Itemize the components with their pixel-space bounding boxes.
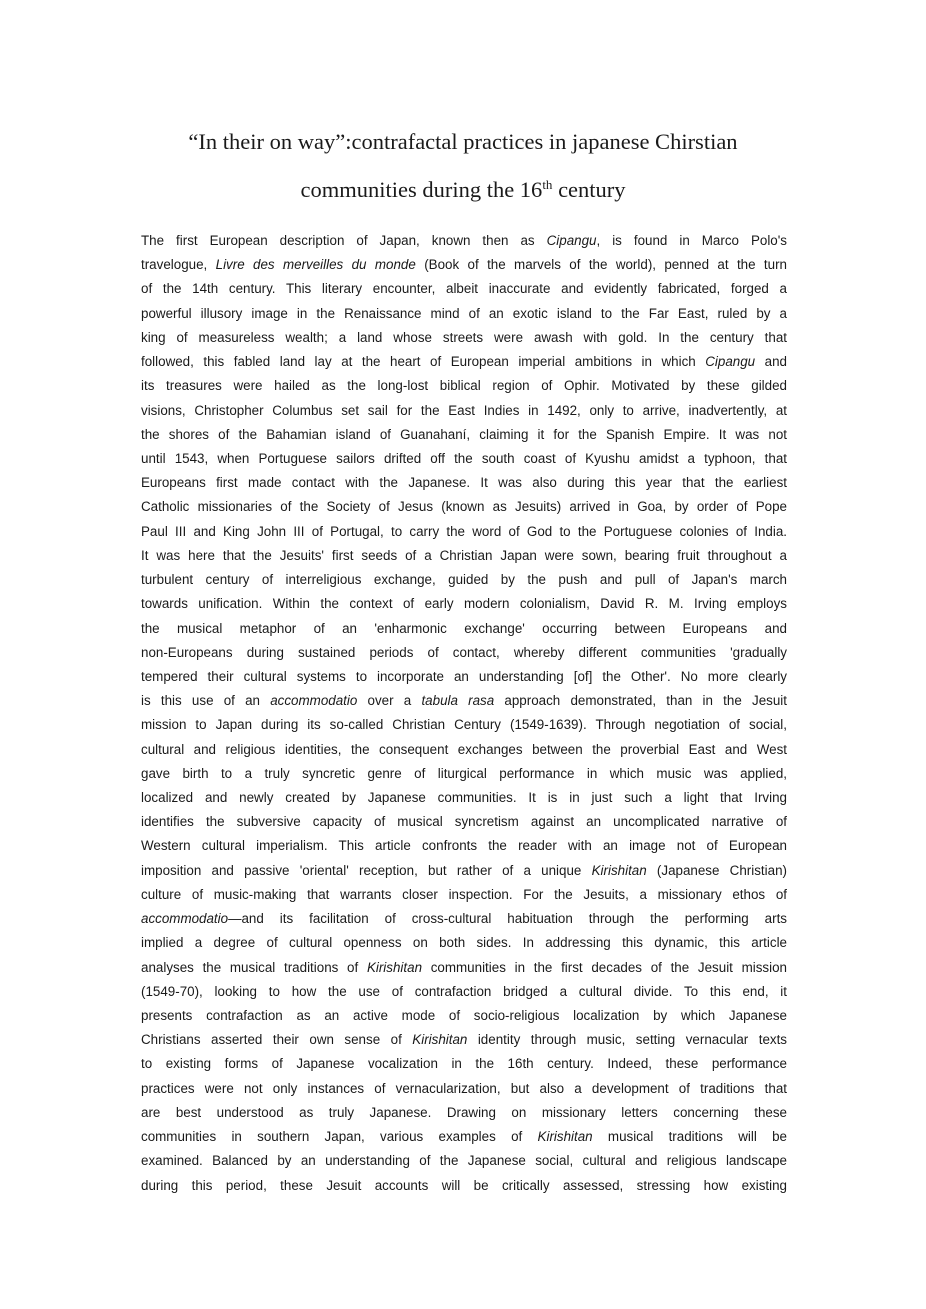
body-text-run: over a bbox=[357, 693, 422, 709]
body-text-run: powerful illusory image in the Renaissance mind of an exotic island to the Far East, ruled by a bbox=[141, 305, 787, 321]
body-line bbox=[141, 302, 787, 326]
body-text-run: musical traditions will be bbox=[592, 1129, 787, 1145]
italic-term: Kirishitan bbox=[591, 862, 647, 878]
body-text-run: followed, this fabled land lay at the heart of European imperial ambitions in which bbox=[141, 354, 706, 370]
body-line bbox=[141, 592, 787, 616]
body-text-run: (Japanese Christian) bbox=[646, 862, 787, 878]
italic-term: Livre des merveilles du monde bbox=[215, 257, 416, 273]
italic-term: tabula rasa bbox=[421, 693, 495, 709]
body-text-run: identity through music, setting vernacular texts bbox=[467, 1032, 787, 1048]
body-text-run: the musical metaphor of an 'enharmonic exchange' occurring between Europeans and bbox=[141, 620, 787, 636]
body-line bbox=[141, 495, 787, 519]
body-paragraph bbox=[141, 229, 787, 1198]
body-text-run: Europeans first made contact with the Japanese. It was also during this year that the earliest bbox=[141, 475, 787, 491]
body-line bbox=[141, 689, 787, 713]
body-text-run: mission to Japan during its so-called Christian Century (1549-1639). Through negotiation of social, bbox=[141, 717, 787, 733]
body-line bbox=[141, 1077, 787, 1101]
body-text-run: its treasures were hailed as the long-lost biblical region of Ophir. Motivated by these gilded bbox=[141, 378, 787, 394]
body-line bbox=[141, 447, 787, 471]
body-text-run: during this period, these Jesuit accounts will be critically assessed, stressing how existing bbox=[141, 1177, 787, 1193]
body-text-run: Western cultural imperialism. This article confronts the reader with an image not of European bbox=[141, 838, 787, 854]
body-line bbox=[141, 229, 787, 253]
body-text-run: travelogue, bbox=[141, 257, 216, 273]
body-line bbox=[141, 956, 787, 980]
document-title bbox=[100, 118, 826, 214]
body-text-run: imposition and passive 'oriental' reception, but rather of a unique bbox=[141, 862, 592, 878]
italic-term: accommodatio bbox=[270, 693, 358, 709]
body-text-run: and bbox=[755, 354, 787, 370]
body-text-run: —and its facilitation of cross-cultural habituation through the performing arts bbox=[228, 911, 787, 927]
body-line bbox=[141, 762, 787, 786]
body-line bbox=[141, 834, 787, 858]
body-text-run: practices were not only instances of vernacularization, but also a development of traditions that bbox=[141, 1080, 787, 1096]
body-text-run: non-Europeans during sustained periods of contact, whereby different communities 'gradually bbox=[141, 644, 787, 660]
body-line bbox=[141, 1174, 787, 1198]
body-text-run: analyses the musical traditions of bbox=[141, 959, 367, 975]
body-text-run: tempered their cultural systems to incorporate an understanding [of] the Other'. No more clearly bbox=[141, 668, 787, 684]
body-text-run: gave birth to a truly syncretic genre of liturgical performance in which music was applied, bbox=[141, 765, 787, 781]
body-text-run: turbulent century of interreligious exchange, guided by the push and pull of Japan's march bbox=[141, 572, 787, 588]
body-line bbox=[141, 641, 787, 665]
body-text-run: localized and newly created by Japanese communities. It is in just such a light that Irving bbox=[141, 790, 787, 806]
body-line bbox=[141, 931, 787, 955]
body-line bbox=[141, 423, 787, 447]
italic-term: Cipangu bbox=[705, 354, 756, 370]
body-text-run: visions, Christopher Columbus set sail for the East Indies in 1492, only to arrive, inadvertently, at bbox=[141, 402, 787, 418]
body-text-run: until 1543, when Portuguese sailors drifted off the south coast of Kyushu amidst a typhoon, that bbox=[141, 450, 787, 466]
body-line bbox=[141, 326, 787, 350]
body-text-run: communities in southern Japan, various examples of bbox=[141, 1129, 538, 1145]
title-line-2-main: communities during the 16 bbox=[300, 177, 543, 202]
italic-term: Kirishitan bbox=[537, 1129, 593, 1145]
body-text-run: are best understood as truly Japanese. Drawing on missionary letters concerning these bbox=[141, 1104, 787, 1120]
body-line bbox=[141, 1101, 787, 1125]
body-line bbox=[141, 713, 787, 737]
italic-term: Kirishitan bbox=[366, 959, 423, 975]
body-text-run: implied a degree of cultural openness on both sides. In addressing this dynamic, this article bbox=[141, 935, 787, 951]
body-text-run: Paul III and King John III of Portugal, to carry the word of God to the Portuguese colonies of India. bbox=[141, 523, 787, 539]
title-line-1: “In their on way”:contrafactal practices in japanese Chirstian bbox=[188, 129, 738, 154]
body-line bbox=[141, 350, 787, 374]
body-line bbox=[141, 810, 787, 834]
body-text-run: the shores of the Bahamian island of Guanahaní, claiming it for the Spanish Empire. It was not bbox=[141, 426, 787, 442]
body-line bbox=[141, 1125, 787, 1149]
body-line bbox=[141, 1028, 787, 1052]
body-text-run: Catholic missionaries of the Society of Jesus (known as Jesuits) arrived in Goa, by order of Pope bbox=[141, 499, 787, 515]
body-text-run: of the 14th century. This literary encounter, albeit inaccurate and evidently fabricated, forged a bbox=[141, 281, 787, 297]
body-text-run: , is found in Marco Polo's bbox=[596, 233, 787, 248]
body-line bbox=[141, 1052, 787, 1076]
body-text-run: (1549-70), looking to how the use of contrafaction bridged a cultural divide. To this end, it bbox=[141, 983, 787, 999]
body-line bbox=[141, 883, 787, 907]
body-text-run: presents contrafaction as an active mode of socio-religious localization by which Japanese bbox=[141, 1008, 787, 1023]
title-superscript: th bbox=[542, 177, 553, 192]
body-text-run: identifies the subversive capacity of musical syncretism against an uncomplicated narrative of bbox=[141, 814, 787, 830]
body-line bbox=[141, 665, 787, 689]
body-line bbox=[141, 980, 787, 1004]
body-line bbox=[141, 520, 787, 544]
italic-term: Kirishitan bbox=[412, 1032, 468, 1048]
body-text-run: Christians asserted their own sense of bbox=[141, 1032, 413, 1048]
title-line-2-end: century bbox=[552, 177, 626, 202]
body-text-run: cultural and religious identities, the consequent exchanges between the proverbial East and West bbox=[141, 741, 787, 757]
body-line bbox=[141, 253, 787, 277]
italic-term: Cipangu bbox=[546, 233, 597, 248]
body-line bbox=[141, 859, 787, 883]
body-line bbox=[141, 786, 787, 810]
body-line bbox=[141, 1004, 787, 1028]
body-text-run: It was here that the Jesuits' first seeds of a Christian Japan were sown, bearing fruit throughout a bbox=[141, 547, 787, 563]
body-text-run: approach demonstrated, than in the Jesuit bbox=[494, 693, 787, 709]
body-line bbox=[141, 399, 787, 423]
body-line bbox=[141, 617, 787, 641]
body-line bbox=[141, 907, 787, 931]
body-line bbox=[141, 374, 787, 398]
body-text-run: to existing forms of Japanese vocalization in the 16th century. Indeed, these performance bbox=[141, 1056, 787, 1072]
body-line bbox=[141, 544, 787, 568]
body-line bbox=[141, 277, 787, 301]
body-text-run: examined. Balanced by an understanding of the Japanese social, cultural and religious landscape bbox=[141, 1153, 787, 1169]
body-line bbox=[141, 738, 787, 762]
body-text-run: communities in the first decades of the Jesuit mission bbox=[422, 959, 787, 975]
body-text-run: towards unification. Within the context of early modern colonialism, David R. M. Irving employs bbox=[141, 596, 787, 612]
body-text-run: culture of music-making that warrants closer inspection. For the Jesuits, a missionary ethos of bbox=[141, 886, 787, 902]
body-line bbox=[141, 568, 787, 592]
body-text-run: king of measureless wealth; a land whose streets were awash with gold. In the century that bbox=[141, 329, 787, 345]
title-line-2 bbox=[100, 166, 826, 214]
body-text-run: (Book of the marvels of the world), penned at the turn bbox=[415, 257, 787, 273]
body-line bbox=[141, 471, 787, 495]
body-line bbox=[141, 1149, 787, 1173]
body-text-run: The first European description of Japan, known then as bbox=[141, 233, 547, 248]
italic-term: accommodatio bbox=[141, 911, 229, 927]
body-text-run: is this use of an bbox=[141, 693, 271, 709]
